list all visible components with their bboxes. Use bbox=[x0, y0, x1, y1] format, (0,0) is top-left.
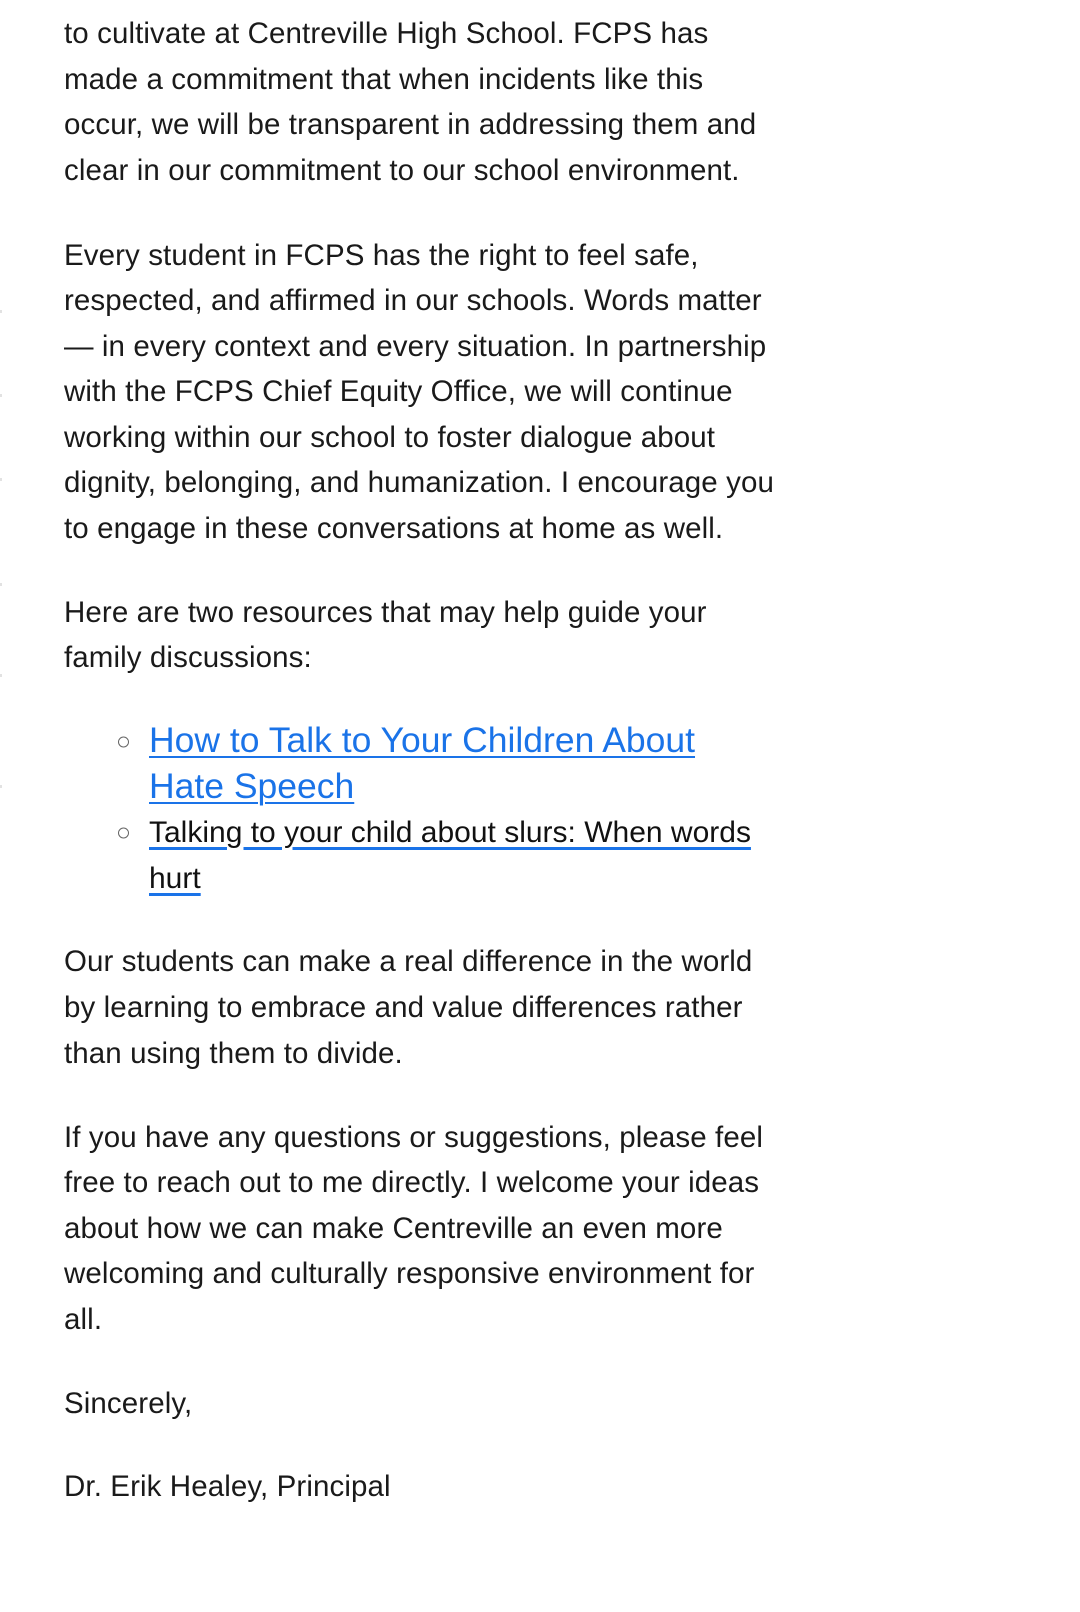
text-line: working within our school to foster dialogue about bbox=[64, 421, 716, 454]
text-line: clear in our commitment to our school environment. bbox=[64, 154, 740, 187]
clipped-previous-line bbox=[64, 0, 784, 2]
text-line: to engage in these conversations at home as well. bbox=[64, 512, 724, 545]
text-line: made a commitment that when incidents like this bbox=[64, 63, 704, 96]
link-slurs-continued[interactable]: hurt bbox=[149, 862, 201, 895]
text-line: respected, and affirmed in our schools. Words matter bbox=[64, 284, 762, 317]
link-slurs[interactable]: Talking to your child about slurs: When words bbox=[149, 816, 751, 849]
text-line: all. bbox=[64, 1303, 103, 1336]
text-line: occur, we will be transparent in addressing them and bbox=[64, 108, 757, 141]
text-line: If you have any questions or suggestions, please feel bbox=[64, 1121, 763, 1154]
text-line: to cultivate at Centreville High School. FCPS has bbox=[64, 17, 709, 50]
text-line: Every student in FCPS has the right to feel safe, bbox=[64, 239, 699, 272]
text-line: than using them to divide. bbox=[64, 1037, 403, 1070]
hollow-bullet-icon bbox=[118, 828, 129, 839]
text-line: dignity, belonging, and humanization. I encourage you bbox=[64, 466, 774, 499]
text-line: Here are two resources that may help guide your bbox=[64, 596, 707, 629]
text-line: free to reach out to me directly. I welcome your ideas bbox=[64, 1166, 760, 1199]
left-edge-marks bbox=[0, 0, 2, 1612]
text-line: about how we can make Centreville an even more bbox=[64, 1212, 723, 1245]
link-hate-speech[interactable]: How to Talk to Your Children About bbox=[149, 720, 696, 760]
text-line: family discussions: bbox=[64, 641, 312, 674]
text-line: Our students can make a real difference in the world bbox=[64, 945, 753, 978]
link-hate-speech-continued[interactable]: Hate Speech bbox=[149, 766, 355, 806]
text-line: by learning to embrace and value differences rather bbox=[64, 991, 743, 1024]
signature: Dr. Erik Healey, Principal bbox=[64, 1470, 391, 1503]
text-line: with the FCPS Chief Equity Office, we will continue bbox=[64, 375, 733, 408]
hollow-bullet-icon bbox=[118, 737, 129, 748]
text-line: welcoming and culturally responsive environment for bbox=[64, 1257, 755, 1290]
closing: Sincerely, bbox=[64, 1387, 193, 1420]
text-line: — in every context and every situation. In partnership bbox=[64, 330, 767, 363]
